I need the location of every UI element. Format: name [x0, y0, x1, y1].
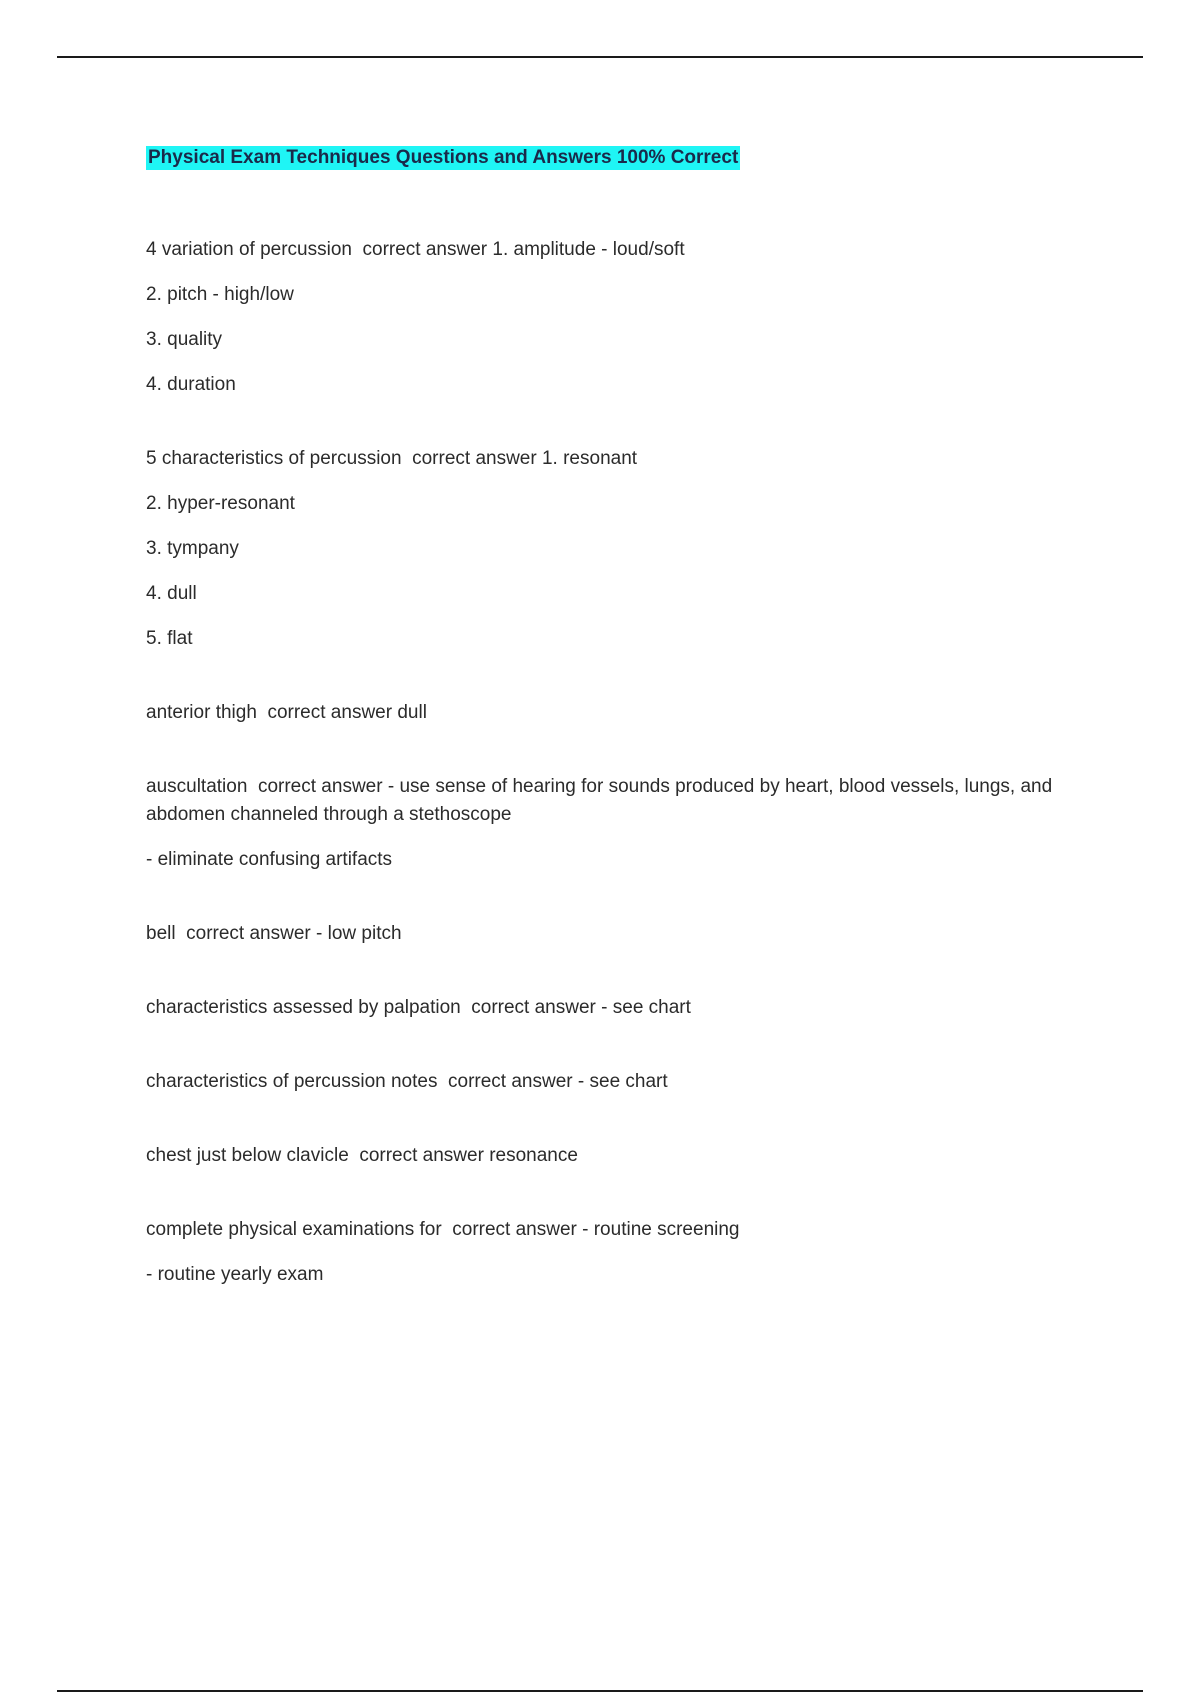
qa-line: auscultation correct answer - use sense of hearing for sounds produced by heart, blood vessels, lungs, and abdomen channeled through a stethoscope: [146, 776, 1058, 825]
qa-line: chest just below clavicle correct answer resonance: [146, 1145, 578, 1166]
qa-line: 4. duration: [146, 374, 236, 395]
qa-line: characteristics of percussion notes correct answer - see chart: [146, 1071, 668, 1092]
qa-line: 2. hyper-resonant: [146, 493, 295, 514]
qa-line: - eliminate confusing artifacts: [146, 849, 393, 870]
document-body: [146, 146, 1076, 1335]
qa-line: characteristics assessed by palpation correct answer - see chart: [146, 997, 691, 1018]
qa-item-auscultation: [146, 773, 1076, 874]
qa-item-bell: [146, 920, 1076, 948]
page-top-rule: [57, 56, 1143, 58]
qa-line: 5 characteristics of percussion correct answer 1. resonant: [146, 448, 638, 469]
qa-line: bell correct answer - low pitch: [146, 923, 402, 944]
qa-item-percussion-notes: [146, 1068, 1076, 1096]
qa-item-palpation: [146, 994, 1076, 1022]
qa-line: - routine yearly exam: [146, 1264, 324, 1285]
qa-list: [146, 236, 1076, 1289]
qa-item-percussion-variations: [146, 236, 1076, 399]
qa-line: 5. flat: [146, 628, 193, 649]
qa-line: 4. dull: [146, 583, 197, 604]
qa-line: anterior thigh correct answer dull: [146, 702, 427, 723]
qa-line: 3. tympany: [146, 538, 239, 559]
qa-item-percussion-characteristics: [146, 445, 1076, 653]
qa-item-complete-physical-exam: [146, 1216, 1076, 1289]
qa-line: 2. pitch - high/low: [146, 284, 294, 305]
qa-line: complete physical examinations for correct answer - routine screening: [146, 1219, 740, 1240]
document-title: Physical Exam Techniques Questions and Answers 100% Correct: [148, 147, 739, 168]
qa-item-anterior-thigh: [146, 699, 1076, 727]
page-bottom-rule: [57, 1690, 1143, 1692]
qa-item-chest-below-clavicle: [146, 1142, 1076, 1170]
qa-line: 3. quality: [146, 329, 223, 350]
qa-line: 4 variation of percussion correct answer 1. amplitude - loud/soft: [146, 239, 685, 260]
